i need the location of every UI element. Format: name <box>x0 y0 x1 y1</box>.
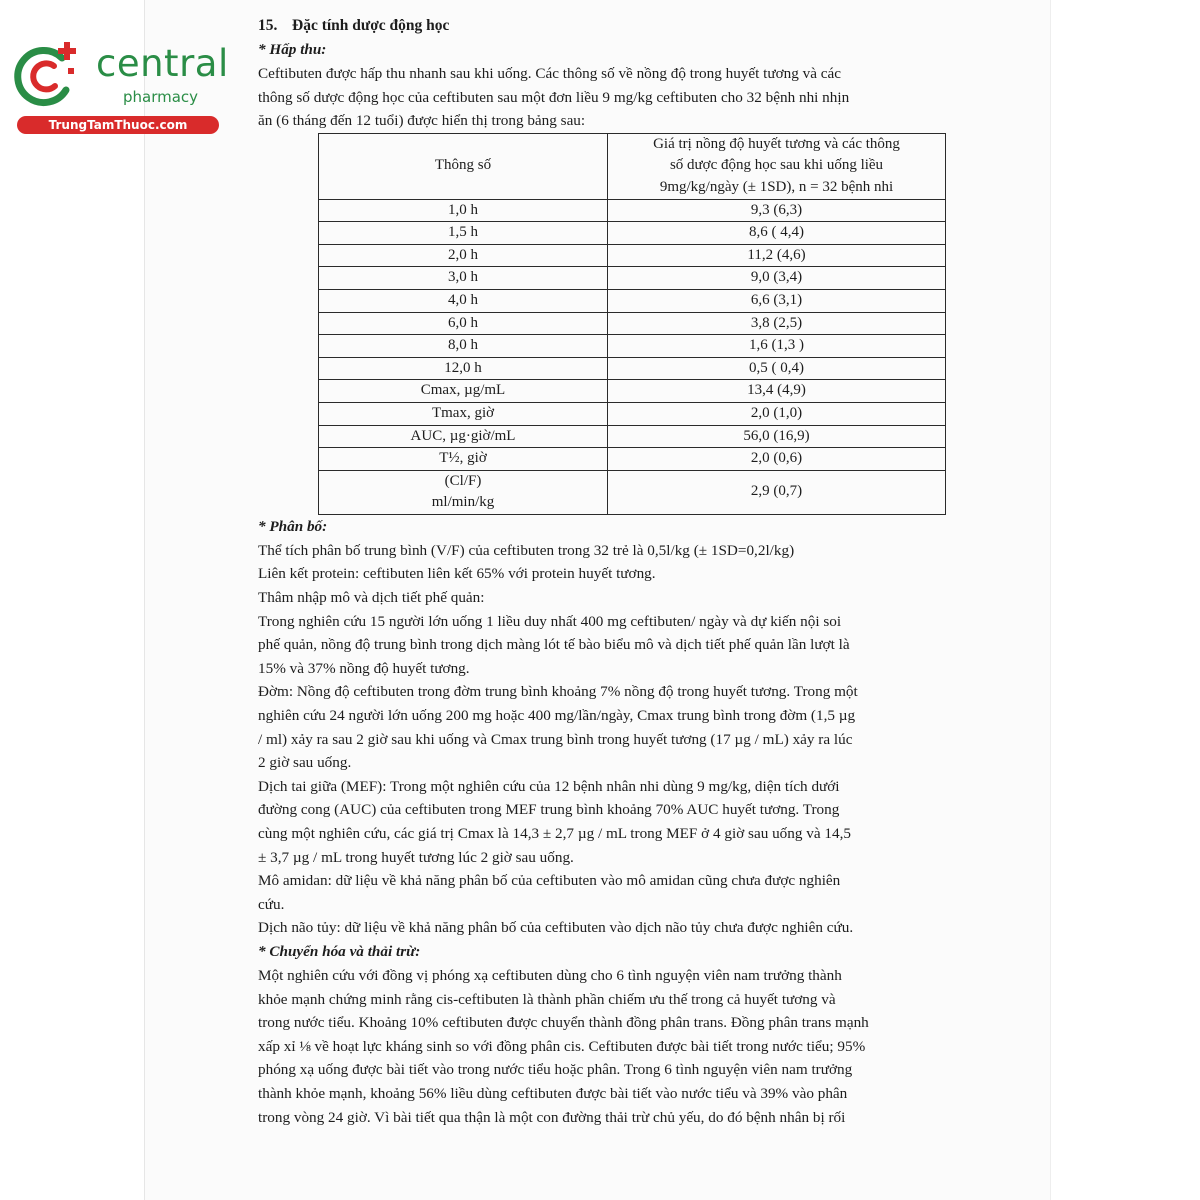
value-cell: 1,6 (1,3 ) <box>608 335 946 358</box>
text-line: cứu. <box>258 895 285 913</box>
logo-sub-text: pharmacy <box>123 88 199 106</box>
distribution-paragraph <box>258 539 980 940</box>
value-cell: 2,0 (1,0) <box>608 402 946 425</box>
value-cell: 8,6 ( 4,4) <box>608 222 946 245</box>
section-number: 15. <box>258 17 278 34</box>
text-line: 15% và 37% nồng độ huyết tương. <box>258 659 470 677</box>
table-row <box>319 380 946 403</box>
text-line: Thâm nhập mô và dịch tiết phế quản: <box>258 589 485 607</box>
param-cell <box>319 470 608 514</box>
param-cell: 8,0 h <box>319 335 608 358</box>
table-row <box>319 199 946 222</box>
text-line: nghiên cứu 24 người lớn uống 200 mg hoặc 400 mg/lần/ngày, Cmax trung bình trong đờm (1,5 µg <box>258 707 856 725</box>
section-title: Đặc tính dược động học <box>292 17 450 34</box>
absorption-paragraph <box>258 62 980 133</box>
param-cell: Tmax, giờ <box>319 402 608 425</box>
value-cell: 9,3 (6,3) <box>608 199 946 222</box>
table-row <box>319 448 946 471</box>
text-line: phế quản, nồng độ trung bình trong dịch màng lót tế bào biểu mô và dịch tiết phế quản lần lượt là <box>258 636 850 654</box>
param-cell: 4,0 h <box>319 289 608 312</box>
text-line: 2 giờ sau uống. <box>258 754 352 772</box>
param-line: (Cl/F) <box>444 472 482 489</box>
text-line: Một nghiên cứu với đồng vị phóng xạ ceftibuten dùng cho 6 tình nguyện viên nam trưởng thành <box>258 966 842 984</box>
text-line: đường cong (AUC) của ceftibuten trong MEF trung bình khoảng 70% AUC huyết tương. Trong <box>258 801 840 819</box>
text-line: phóng xạ uống được bài tiết vào trong nước tiểu hoặc phân. Trong 6 tình nguyện viên nam trưởng <box>258 1061 853 1079</box>
metabolism-heading: * Chuyển hóa và thải trừ: <box>258 942 421 960</box>
text-line: Đờm: Nồng độ ceftibuten trong đờm trung bình khoảng 7% nồng độ trong huyết tương. Trong một <box>258 683 858 701</box>
absorption-heading: * Hấp thu: <box>258 41 327 58</box>
value-cell: 2,9 (0,7) <box>608 470 946 514</box>
param-cell: T½, giờ <box>319 448 608 471</box>
header-param: Thông số <box>319 133 608 199</box>
header-value <box>608 133 946 199</box>
value-cell: 56,0 (16,9) <box>608 425 946 448</box>
text-line: thành khỏe mạnh, khoảng 56% liều dùng ceftibuten được bài tiết vào nước tiểu và 39% vào phân <box>258 1084 848 1102</box>
text-line: khỏe mạnh chứng minh rằng cis-ceftibuten là thành phần chiếm ưu thế trong cả huyết tương và <box>258 990 836 1008</box>
table-row <box>319 402 946 425</box>
text-line: / ml) xảy ra sau 2 giờ sau khi uống và Cmax trung bình trong huyết tương (17 µg / mL) xảy ra lúc <box>258 730 853 748</box>
value-cell: 6,6 (3,1) <box>608 289 946 312</box>
header-value-line: Giá trị nồng độ huyết tương và các thông <box>653 135 900 152</box>
table-row <box>319 470 946 514</box>
value-cell: 9,0 (3,4) <box>608 267 946 290</box>
text-line: Mô amidan: dữ liệu về khả năng phân bố của ceftibuten vào mô amidan cũng chưa được nghiên <box>258 872 841 890</box>
value-cell: 2,0 (0,6) <box>608 448 946 471</box>
text-line: Trong nghiên cứu 15 người lớn uống 1 liều duy nhất 400 mg ceftibuten/ ngày và dự kiến nội soi <box>258 612 842 630</box>
param-cell: 3,0 h <box>319 267 608 290</box>
param-cell: 1,0 h <box>319 199 608 222</box>
param-cell: AUC, µg·giờ/mL <box>319 425 608 448</box>
param-cell: Cmax, µg/mL <box>319 380 608 403</box>
table-row <box>319 312 946 335</box>
logo-brand-text: central <box>96 42 229 85</box>
text-line: trong nước tiểu. Khoảng 10% ceftibuten được chuyển thành đồng phân trans. Đồng phân trans mạnh <box>258 1014 869 1032</box>
text-line: Liên kết protein: ceftibuten liên kết 65% với protein huyết tương. <box>258 565 656 583</box>
logo-site-ribbon: TrungTamThuoc.com <box>17 116 219 134</box>
text-line: trong vòng 24 giờ. Vì bài tiết qua thận là một con đường thải trừ chủ yếu, do đó bệnh nhân bị rối <box>258 1108 846 1126</box>
table-row <box>319 222 946 245</box>
pharmacokinetic-table <box>318 133 946 515</box>
distribution-heading: * Phân bố: <box>258 517 328 535</box>
text-line: ± 3,7 µg / mL trong huyết tương lúc 2 giờ sau uống. <box>258 848 574 866</box>
param-line: ml/min/kg <box>431 494 495 511</box>
param-cell: 1,5 h <box>319 222 608 245</box>
param-cell: 2,0 h <box>319 244 608 267</box>
param-cell: 6,0 h <box>319 312 608 335</box>
header-value-line: 9mg/kg/ngày (± 1SD), n = 32 bệnh nhi <box>659 178 894 195</box>
text-line: Thể tích phân bố trung bình (V/F) của ceftibuten trong 32 trẻ là 0,5l/kg (± 1SD=0,2l/kg) <box>258 541 795 559</box>
table-row <box>319 425 946 448</box>
pharmacy-c-cross-icon <box>10 38 86 114</box>
value-cell: 11,2 (4,6) <box>608 244 946 267</box>
section-heading <box>258 14 980 38</box>
text-line: Dịch tai giữa (MEF): Trong một nghiên cứu của 12 bệnh nhân nhi dùng 9 mg/kg, diện tích dưới <box>258 777 840 795</box>
value-cell: 0,5 ( 0,4) <box>608 357 946 380</box>
text-line: ăn (6 tháng đến 12 tuổi) được hiển thị trong bảng sau: <box>258 112 586 130</box>
text-line: Dịch não tủy: dữ liệu về khả năng phân bố của ceftibuten vào dịch não tủy chưa được nghiên cứu. <box>258 919 854 937</box>
table-row <box>319 357 946 380</box>
param-cell: 12,0 h <box>319 357 608 380</box>
text-line: cùng một nghiên cứu, các giá trị Cmax là 14,3 ± 2,7 µg / mL trong MEF ở 4 giờ sau uống và 14,5 <box>258 825 851 842</box>
text-line: Ceftibuten được hấp thu nhanh sau khi uống. Các thông số về nồng độ trong huyết tương và các <box>258 65 841 82</box>
table-row <box>319 267 946 290</box>
table-header-row <box>319 133 946 199</box>
central-pharmacy-logo[interactable] <box>10 38 229 138</box>
text-line: xấp xỉ ⅛ về hoạt lực kháng sinh so với đồng phân cis. Ceftibuten được bài tiết trong nước tiểu; 95% <box>258 1037 866 1055</box>
header-value-line: số dược động học sau khi uống liều <box>669 157 884 174</box>
text-line: thông số dược động học của ceftibuten sau một đơn liều 9 mg/kg ceftibuten cho 32 bệnh nhi nhịn <box>258 88 850 106</box>
value-cell: 13,4 (4,9) <box>608 380 946 403</box>
document-content <box>258 14 980 1129</box>
table-row <box>319 289 946 312</box>
table-row <box>319 335 946 358</box>
table-row <box>319 244 946 267</box>
metabolism-paragraph <box>258 964 980 1129</box>
value-cell: 3,8 (2,5) <box>608 312 946 335</box>
